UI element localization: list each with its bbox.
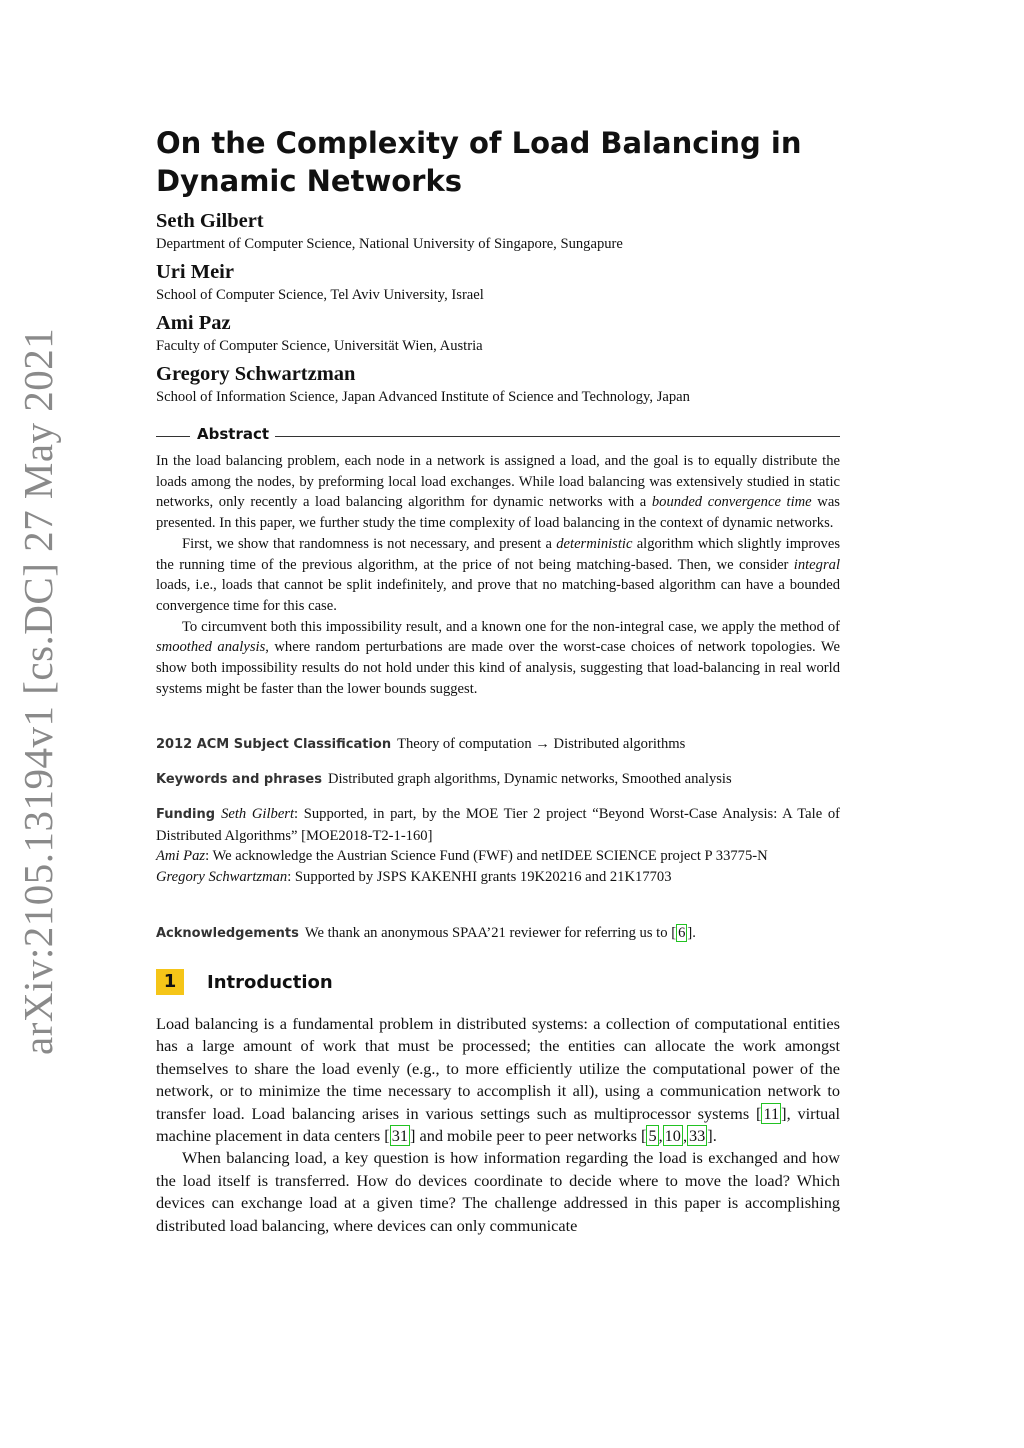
author-affiliation: Department of Computer Science, National University of Singapore, Sungapure	[156, 236, 623, 252]
author-name: Uri Meir	[156, 261, 234, 283]
acm-label: 2012 ACM Subject Classification	[156, 737, 392, 752]
author-affiliation: School of Information Science, Japan Advanced Institute of Science and Technology, Japan	[156, 389, 690, 405]
author-name: Ami Paz	[156, 312, 231, 334]
abstract-paragraph: First, we show that randomness is not necessary, and present a deterministic algorithm which slightly improves the running time of the previous algorithm, at the price of not being matching-based. Then, we consider integral loads, i.e., loads that cannot be split indefinitely, and prove that no matching-based algorithm can have a bounded convergence time for this case.	[156, 535, 840, 614]
funding-name: Seth Gilbert	[221, 806, 295, 822]
acknowledgements-label: Acknowledgements	[156, 926, 299, 941]
citation-link[interactable]: [ 6 ]	[671, 925, 693, 941]
arxiv-identifier[interactable]: arXiv:2105.13194v1 [cs.DC] 27 May 2021	[15, 327, 61, 1055]
acm-text: Theory of computation → Distributed algorithms	[397, 736, 686, 752]
keywords-label: Keywords and phrases	[156, 772, 322, 787]
divider	[156, 436, 190, 437]
acm-classification	[156, 734, 840, 756]
abstract-heading	[156, 425, 840, 445]
citation-link[interactable]: [ 31 ]	[384, 1126, 416, 1146]
body-paragraph: When balancing load, a key question is how information regarding the load is exchanged and how the load itself is transferred. How do devices coordinate to decide where to move the load? Which devices can exchange load at a given time? The challenge addressed in this paper is accomplishing distributed load balancing, where devices can only communicate	[156, 1148, 840, 1235]
funding-name: Ami Paz	[156, 848, 206, 865]
funding-name: Gregory Schwartzman	[156, 869, 288, 886]
abstract-body	[156, 451, 840, 699]
funding-label: Funding	[156, 807, 216, 822]
abstract-paragraph: To circumvent both this impossibility result, and a known one for the non-integral case, we apply the method of smoothed analysis, where random perturbations are made over the worst-case choices of network topologies. We show both impossibility results do not hold under this kind of analysis, suggesting that load-balancing in real world systems might be faster than the lower bounds suggest.	[156, 618, 840, 697]
divider	[275, 436, 840, 437]
author-affiliation: Faculty of Computer Science, Universität Wien, Austria	[156, 338, 483, 354]
acknowledgements: Acknowledgements We thank an anonymous SPAA’21 reviewer for referring us to [ 6 ].	[156, 925, 696, 941]
author-name: Seth Gilbert	[156, 210, 264, 232]
introduction-body	[156, 1013, 840, 1237]
abstract-label: Abstract	[197, 425, 270, 443]
paper-title: On the Complexity of Load Balancing in Dynamic Networks	[156, 126, 802, 198]
author-affiliation: School of Computer Science, Tel Aviv University, Israel	[156, 287, 484, 303]
citation-link[interactable]: [ 5 , 10 , 33 ]	[641, 1126, 713, 1146]
body-paragraph: Load balancing is a fundamental problem in distributed systems: a collection of computational entities has a large amount of work that must be processed; the entities can allocate the work amongst themselves to share the load evenly (e.g., to more efficiently utilize the computational power of the network, or to minimize the time necessary to accomplish it all), using a communication network to transfer load. Load balancing arises in various settings such as multiprocessor systems [ 11 ], virtual machine placement in data centers [ 31 ] and mobile peer to peer networks [ 5 , 10 , 33 ].	[156, 1014, 840, 1146]
keywords	[156, 769, 840, 791]
section-title: Introduction	[207, 972, 333, 993]
section-number: 1	[156, 969, 184, 995]
keywords-text: Distributed graph algorithms, Dynamic networks, Smoothed analysis	[327, 771, 732, 787]
abstract-paragraph: In the load balancing problem, each node in a network is assigned a load, and the goal is to equally distribute the loads among the nodes, by preforming local load exchanges. While load balancing was extensively studied in static networks, only recently a load balancing algorithm for dynamic networks with a bounded convergence time was presented. In this paper, we further study the time complexity of load balancing in the context of dynamic networks.	[156, 453, 840, 532]
citation-link[interactable]: [ 11 ]	[756, 1103, 787, 1123]
funding: Funding Seth Gilbert: Supported, in part, by the MOE Tier 2 project “Beyond Worst-Case Analysis: A Tale of Distributed Algorithms” [MOE2018-T2-1-160] Ami Paz: We acknowledge the Austrian Science Fund (FWF) and netIDEE SCIENCE project P 33775-N Gregory Schwartzman: Supported by JSPS KAKENHI grants 19K20216 and 21K17703	[156, 806, 840, 886]
author-name: Gregory Schwartzman	[156, 363, 356, 385]
